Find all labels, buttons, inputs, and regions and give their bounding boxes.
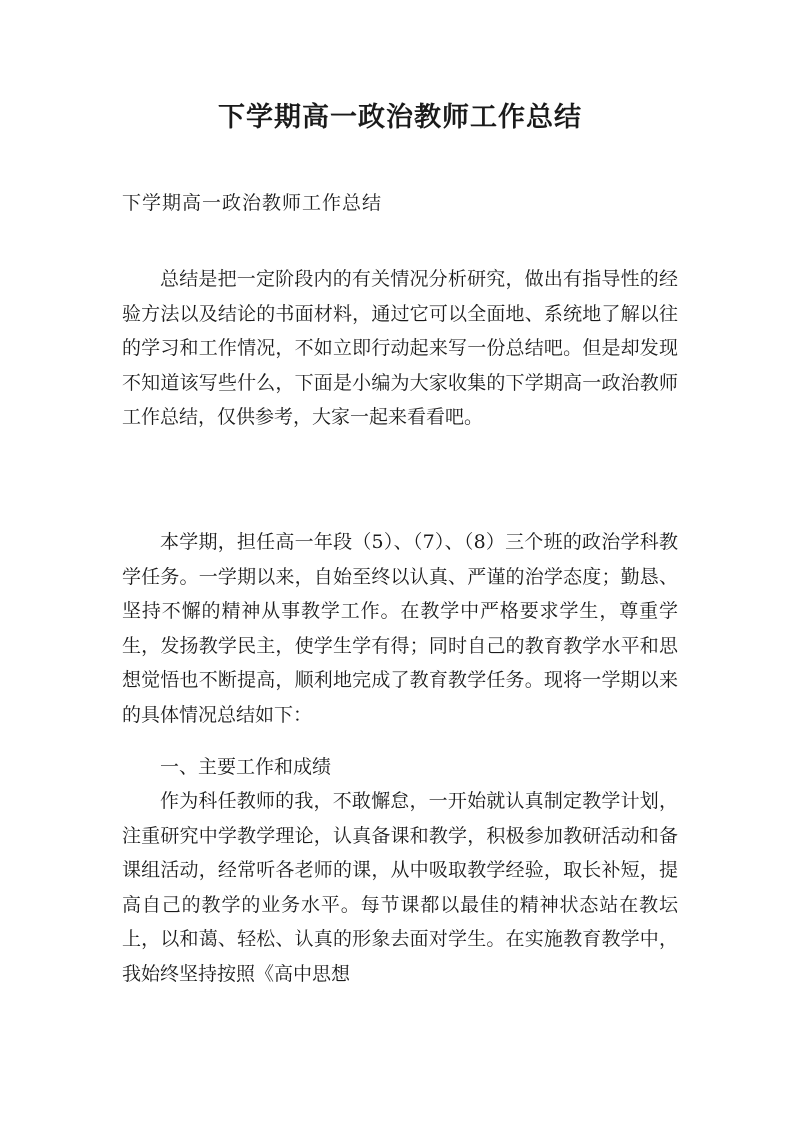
body-paragraph: 作为科任教师的我，不敢懈怠，一开始就认真制定教学计划，注重研究中学教学理论，认真备课和教学，积极参加教研活动和备课组活动，经常听各老师的课，从中吸取教学经验，取长补短，提高自己的教学的业务水平。每节课都以最佳的精神状态站在教坛上，以和蔼、轻松、认真的形象去面对学生。在实施教育教学中，我始终坚持按照《高中思想 (122, 790, 678, 985)
document-title: 下学期高一政治教师工作总结 (218, 102, 582, 133)
intro-paragraph: 总结是把一定阶段内的有关情况分析研究，做出有指导性的经验方法以及结论的书面材料，通过它可以全面地、系统地了解以往的学习和工作情况，不如立即行动起来写一份总结吧。但是却发现不知道该写些什么，下面是小编为大家收集的下学期高一政治教师工作总结，仅供参考，大家一起来看看吧。 (122, 268, 678, 428)
overview-paragraph: 本学期，担任高一年段（5）、（7）、（8）三个班的政治学科教学任务。一学期以来，自始至终以认真、严谨的治学态度；勤恳、坚持不懈的精神从事教学工作。在教学中严格要求学生，尊重学生，发扬教学民主，使学生学有得；同时自己的教育教学水平和思想觉悟也不断提高，顺利地完成了教育教学任务。现将一学期以来的具体情况总结如下： (122, 531, 678, 726)
section-heading: 一、主要工作和成绩 (160, 756, 332, 778)
document-subtitle: 下学期高一政治教师工作总结 (122, 192, 383, 214)
